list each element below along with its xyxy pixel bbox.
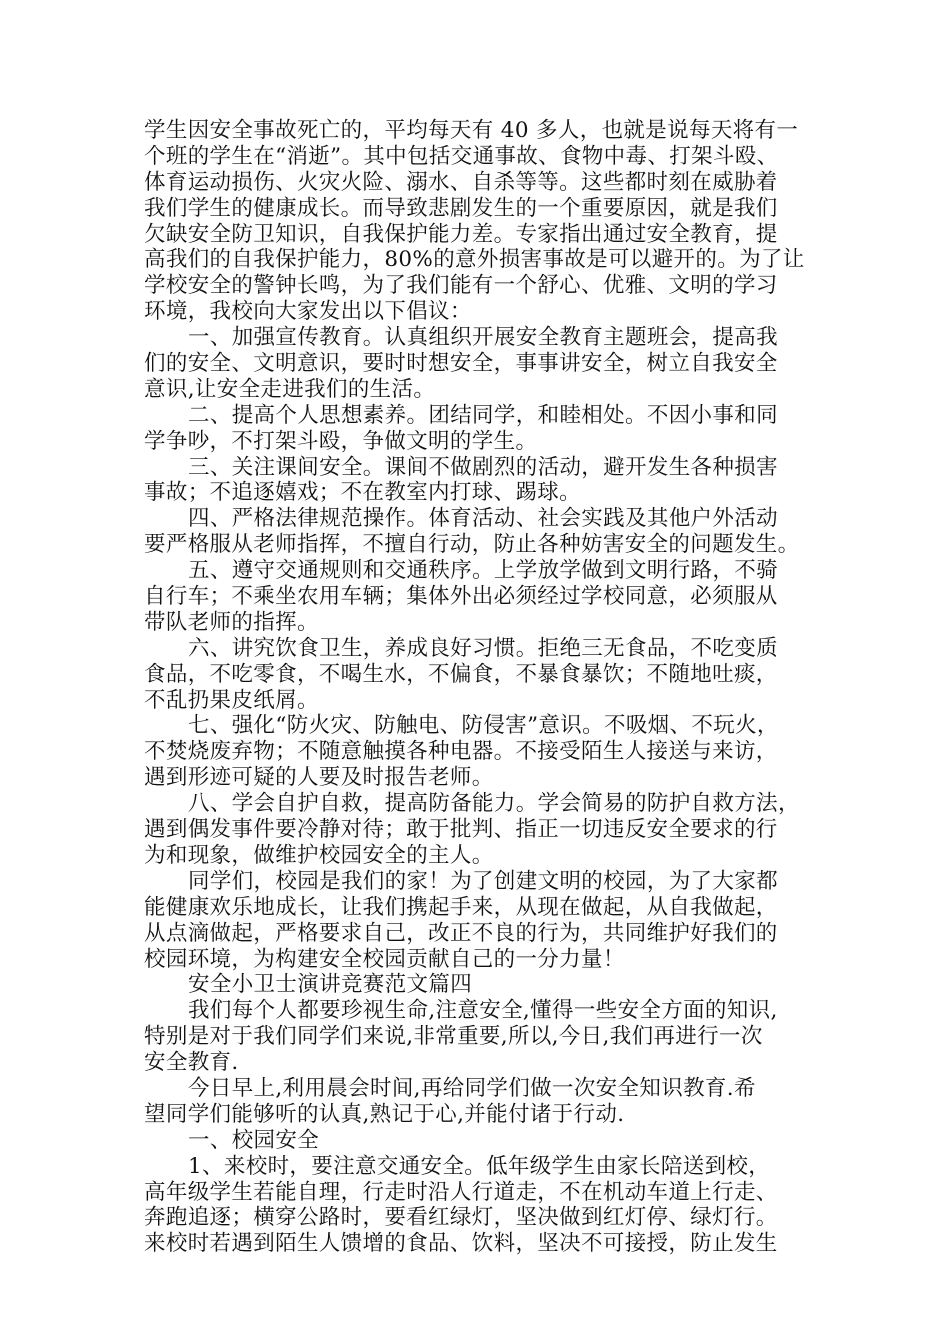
document-body	[144, 118, 824, 1257]
text-line: 学争吵，不打架斗殴，争做文明的学生。	[144, 428, 538, 454]
text-line: 三、关注课间安全。课间不做剧烈的活动，避开发生各种损害	[188, 454, 778, 480]
text-line: 学生因安全事故死亡的，平均每天有 40 多人，也就是说每天将有一	[144, 118, 799, 143]
text-line: 从点滴做起，严格要求自己，改正不良的行为，共同维护好我们的	[144, 920, 778, 946]
text-line: 能健康欢乐地成长，让我们携起手来，从现在做起，从自我做起，	[144, 894, 778, 920]
text-line: 自行车；不乘坐农用车辆；集体外出必须经过学校同意，必须服从	[144, 584, 778, 610]
text-line: 一、校园安全	[188, 1127, 320, 1153]
text-line: 体育运动损伤、火灾火险、溺水、自杀等等。这些都时刻在威胁着	[144, 169, 778, 195]
text-line: 高我们的自我保护能力，80%的意外损害事故是可以避开的。为了让	[144, 247, 805, 273]
text-line: 不乱扔果皮纸屑。	[144, 687, 319, 713]
text-line: 1、来校时，要注意交通安全。低年级学生由家长陪送到校，	[188, 1153, 771, 1179]
text-line: 食品，不吃零食，不喝生水，不偏食，不暴食暴饮；不随地吐痰，	[144, 661, 778, 687]
text-line: 们的安全、文明意识，要时时想安全，事事讲安全，树立自我安全	[144, 351, 778, 377]
text-line: 学校安全的警钟长鸣，为了我们能有一个舒心、优雅、文明的学习	[144, 273, 778, 299]
text-line: 遇到偶发事件要冷静对待；敢于批判、指正一切违反安全要求的行	[144, 817, 778, 843]
text-line: 安全教育.	[144, 1050, 239, 1076]
text-line: 遇到形迹可疑的人要及时报告老师。	[144, 765, 494, 791]
text-line: 要严格服从老师指挥，不擅自行动，防止各种妨害安全的问题发生。	[144, 532, 800, 558]
text-line: 意识,让安全走进我们的生活。	[144, 376, 436, 402]
text-line: 二、提高个人思想素养。团结同学，和睦相处。不因小事和同	[188, 402, 778, 428]
text-line: 五、遵守交通规则和交通秩序。上学放学做到文明行路，不骑	[188, 558, 778, 584]
text-line: 特别是对于我们同学们来说,非常重要,所以,今日,我们再进行一次	[144, 1024, 763, 1050]
text-line: 为和现象，做维护校园安全的主人。	[144, 842, 494, 868]
text-line: 同学们，校园是我们的家！为了创建文明的校园，为了大家都	[188, 868, 778, 894]
text-line: 不焚烧废弃物；不随意触摸各种电器。不接受陌生人接送与来访，	[144, 739, 778, 765]
text-line: 个班的学生在“消逝”。其中包括交通事故、食物中毒、打架斗殴、	[144, 143, 779, 169]
text-line: 高年级学生若能自理，行走时沿人行道走，不在机动车道上行走、	[144, 1179, 778, 1205]
text-line: 安全小卫士演讲竞赛范文篇四	[188, 972, 473, 998]
text-line: 带队老师的指挥。	[144, 609, 319, 635]
text-line: 八、学会自护自救，提高防备能力。学会简易的防护自救方法，	[188, 791, 800, 817]
text-line: 六、讲究饮食卫生，养成良好习惯。拒绝三无食品，不吃变质	[188, 635, 778, 661]
text-line: 事故；不追逐嬉戏；不在教室内打球、踢球。	[144, 480, 582, 506]
text-line: 一、加强宣传教育。认真组织开展安全教育主题班会，提高我	[188, 325, 778, 351]
text-line: 我们每个人都要珍视生命,注意安全,懂得一些安全方面的知识,	[188, 998, 778, 1024]
text-line: 来校时若遇到陌生人馈增的食品、饮料，坚决不可接授，防止发生	[144, 1231, 778, 1257]
text-line: 奔跑追逐；横穿公路时，要看红绿灯，坚决做到红灯停、绿灯行。	[144, 1205, 778, 1231]
text-line: 欠缺安全防卫知识，自我保护能力差。专家指出通过安全教育，提	[144, 221, 778, 247]
text-line: 七、强化“防火灾、防触电、防侵害”意识。不吸烟、不玩火，	[188, 713, 779, 739]
text-line: 今日早上,利用晨会时间,再给同学们做一次安全知识教育.希	[188, 1075, 756, 1101]
text-line: 校园环境，为构建安全校园贡献自己的一分力量！	[144, 946, 625, 972]
text-line: 望同学们能够听的认真,熟记于心,并能付诸于行动.	[144, 1101, 625, 1127]
text-line: 环境，我校向大家发出以下倡议：	[144, 299, 472, 325]
text-line: 我们学生的健康成长。而导致悲剧发生的一个重要原因，就是我们	[144, 195, 778, 221]
text-line: 四、严格法律规范操作。体育活动、社会实践及其他户外活动	[188, 506, 778, 532]
